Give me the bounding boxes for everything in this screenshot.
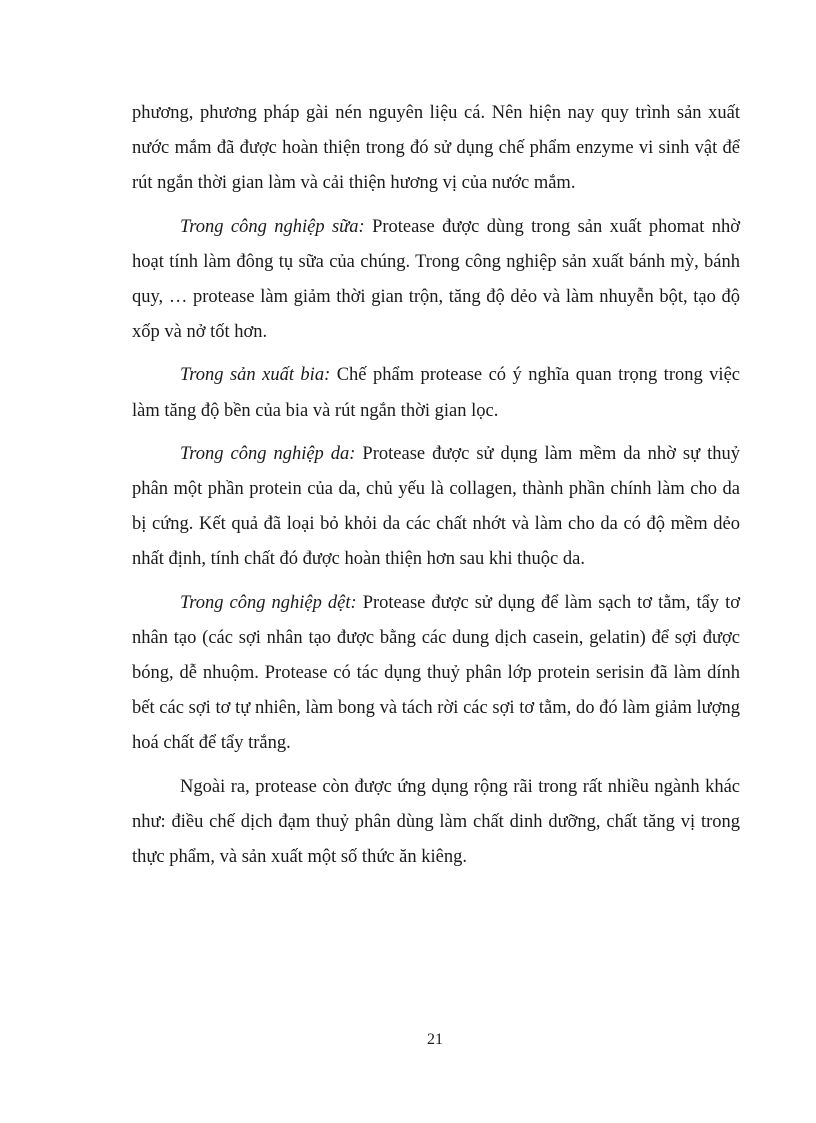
paragraph-text: Ngoài ra, protease còn được ứng dụng rộng rãi trong rất nhiều ngành khác như: điều chế dịch đạm thuỷ phân dùng làm chất dinh dưỡng, chất tăng vị trong thực phẩm, và sản xuất một số thức ăn kiêng. <box>132 776 740 868</box>
paragraph-text: Protease được dùng trong sản xuất phomat nhờ hoạt tính làm đông tụ sữa của chúng. Trong công nghiệp sản xuất bánh mỳ, bánh quy, … protease làm giảm thời gian trộn, tăng độ dẻo và làm nhuyễn bột, tạo độ xốp và nở tốt hơn. <box>132 216 741 343</box>
paragraph-leather-industry <box>132 437 740 578</box>
paragraph-beer-production <box>132 358 740 428</box>
paragraph-dairy-industry <box>132 210 740 351</box>
paragraph-lead: Trong công nghiệp sữa: <box>180 216 365 237</box>
page-number: 21 <box>427 1031 443 1048</box>
paragraph-text: Protease được sử dụng để làm sạch tơ tằm, tẩy tơ nhân tạo (các sợi nhân tạo được bằng các dung dịch casein, gelatin) để sợi được bóng, dễ nhuộm. Protease có tác dụng thuỷ phân lớp protein serisin đã làm dính bết các sợi tơ tự nhiên, làm bong và tách rời các sợi tơ tằm, do đó làm giảm lượng hoá chất để tẩy trắng. <box>132 592 741 754</box>
paragraph-lead: Trong công nghiệp da: <box>180 443 356 464</box>
body-text <box>132 96 740 883</box>
paragraph-other-applications <box>132 770 740 876</box>
paragraph-text: phương, phương pháp gài nén nguyên liệu cá. Nên hiện nay quy trình sản xuất nước mắm đã được hoàn thiện trong đó sử dụng chế phẩm enzyme vi sinh vật để rút ngắn thời gian làm và cải thiện hương vị của nước mắm. <box>132 103 740 194</box>
paragraph-lead: Trong sản xuất bia: <box>180 365 331 386</box>
paragraph-text: Protease được sử dụng làm mềm da nhờ sự thuỷ phân một phần protein của da, chủ yếu là collagen, thành phần chính làm cho da bị cứng. Kết quả đã loại bỏ khỏi da các chất nhớt và làm cho da có độ mềm dẻo nhất định, tính chất đó được hoàn thiện hơn sau khi thuộc da. <box>132 443 740 570</box>
paragraph-text: Chế phẩm protease có ý nghĩa quan trọng trong việc làm tăng độ bền của bia và rút ngắn thời gian lọc. <box>132 365 740 421</box>
paragraph-lead: Trong công nghiệp dệt: <box>180 592 357 613</box>
paragraph-fish-sauce <box>132 96 740 202</box>
paragraph-textile-industry <box>132 586 740 762</box>
